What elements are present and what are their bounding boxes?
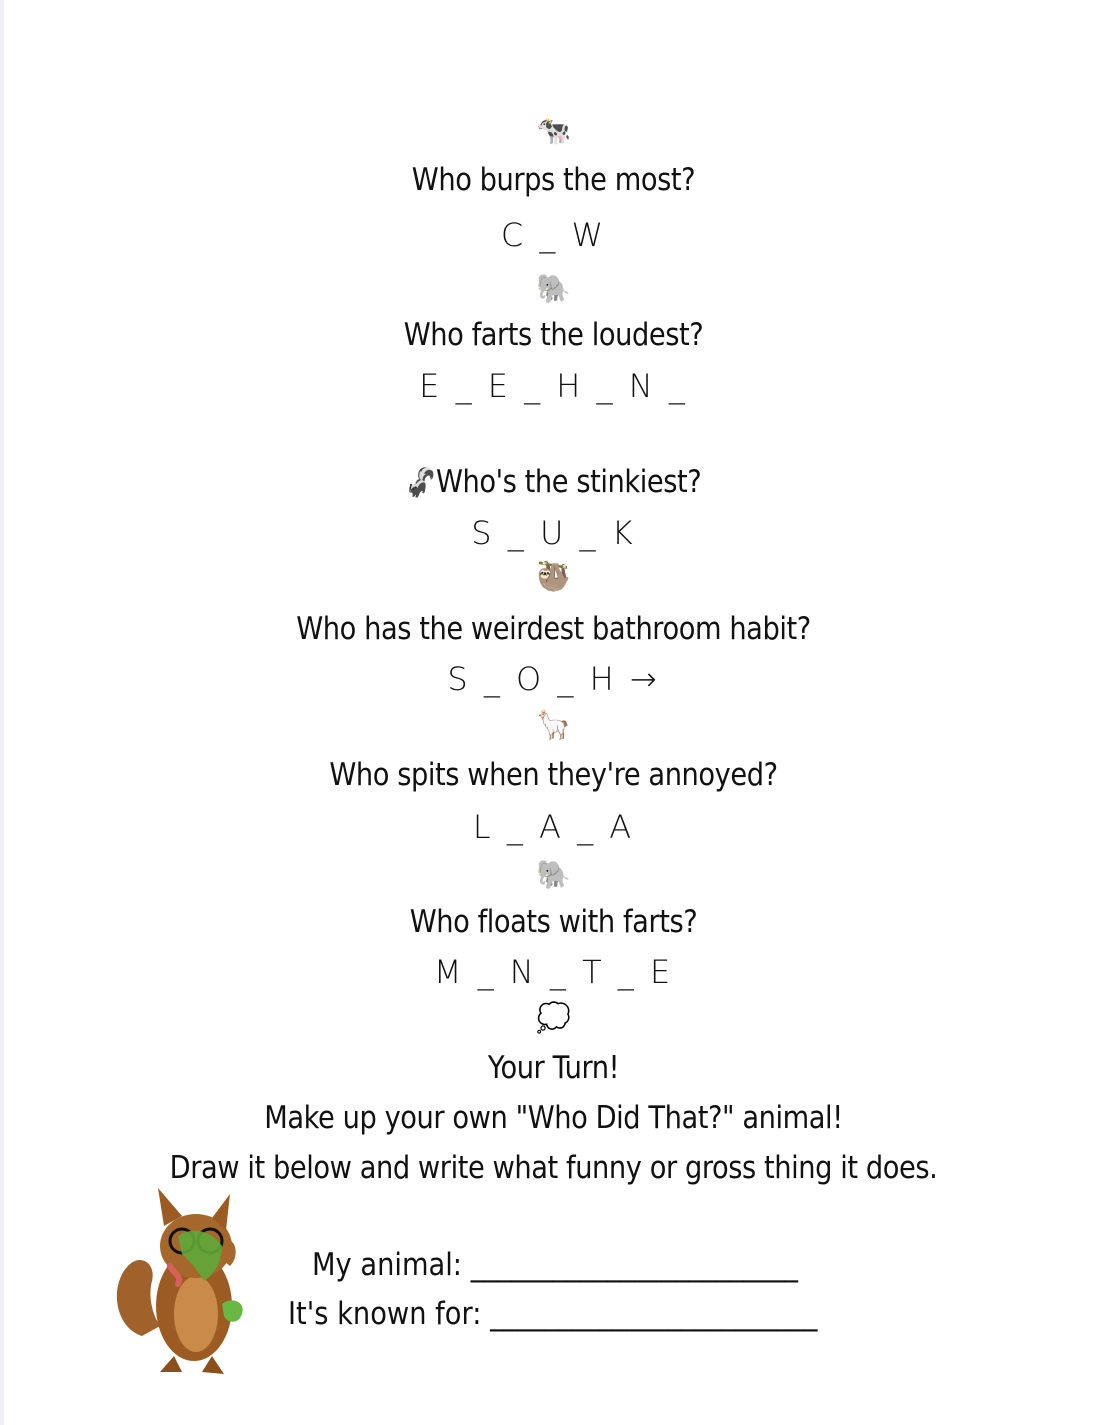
- riddle-question-row: [66, 464, 1040, 500]
- known-for-row: [288, 1296, 817, 1332]
- your-turn-title: Your Turn!: [487, 1050, 620, 1086]
- known-for-blank[interactable]: ________________________: [490, 1296, 818, 1332]
- my-animal-blank[interactable]: ________________________: [470, 1247, 799, 1283]
- riddle-question: Who spits when they're annoyed?: [329, 757, 778, 793]
- my-animal-row: [312, 1247, 798, 1283]
- riddle-question: Who's the stinkiest?: [435, 464, 702, 500]
- riddle-question: Who farts the loudest?: [403, 317, 704, 353]
- slimy-squirrel-illustration: [112, 1186, 254, 1378]
- thought-bubble-icon: 💭: [536, 1001, 571, 1034]
- llama-icon: 🦙: [536, 708, 571, 741]
- riddle-answer: C _ W: [500, 216, 607, 254]
- riddle-question: Who has the weirdest bathroom habit?: [296, 611, 811, 647]
- sloth-icon: 🦥: [536, 560, 571, 593]
- riddle-answer: S _ O _ H →: [447, 660, 660, 698]
- riddle-answer: S _ U _ K: [471, 514, 636, 552]
- my-animal-label: My animal:: [312, 1247, 463, 1283]
- elephant-icon: 🐘: [536, 272, 571, 305]
- riddle-answer: E _ E _ H _ N _: [419, 367, 688, 405]
- riddle-question: Who burps the most?: [411, 162, 696, 198]
- your-turn-instructions-2: Draw it below and write what funny or gross thing it does.: [169, 1150, 938, 1186]
- known-for-label: It's known for:: [288, 1296, 482, 1332]
- elephant-icon: 🐘: [536, 858, 571, 891]
- skunk-icon: 🦨: [405, 466, 436, 499]
- riddle-question: Who floats with farts?: [409, 904, 698, 940]
- cow-icon: 🐄: [536, 114, 571, 147]
- riddle-answer: L _ A _ A: [472, 808, 635, 846]
- riddle-answer: M _ N _ T _ E: [433, 953, 674, 991]
- your-turn-instructions: Make up your own "Who Did That?" animal!: [264, 1100, 843, 1136]
